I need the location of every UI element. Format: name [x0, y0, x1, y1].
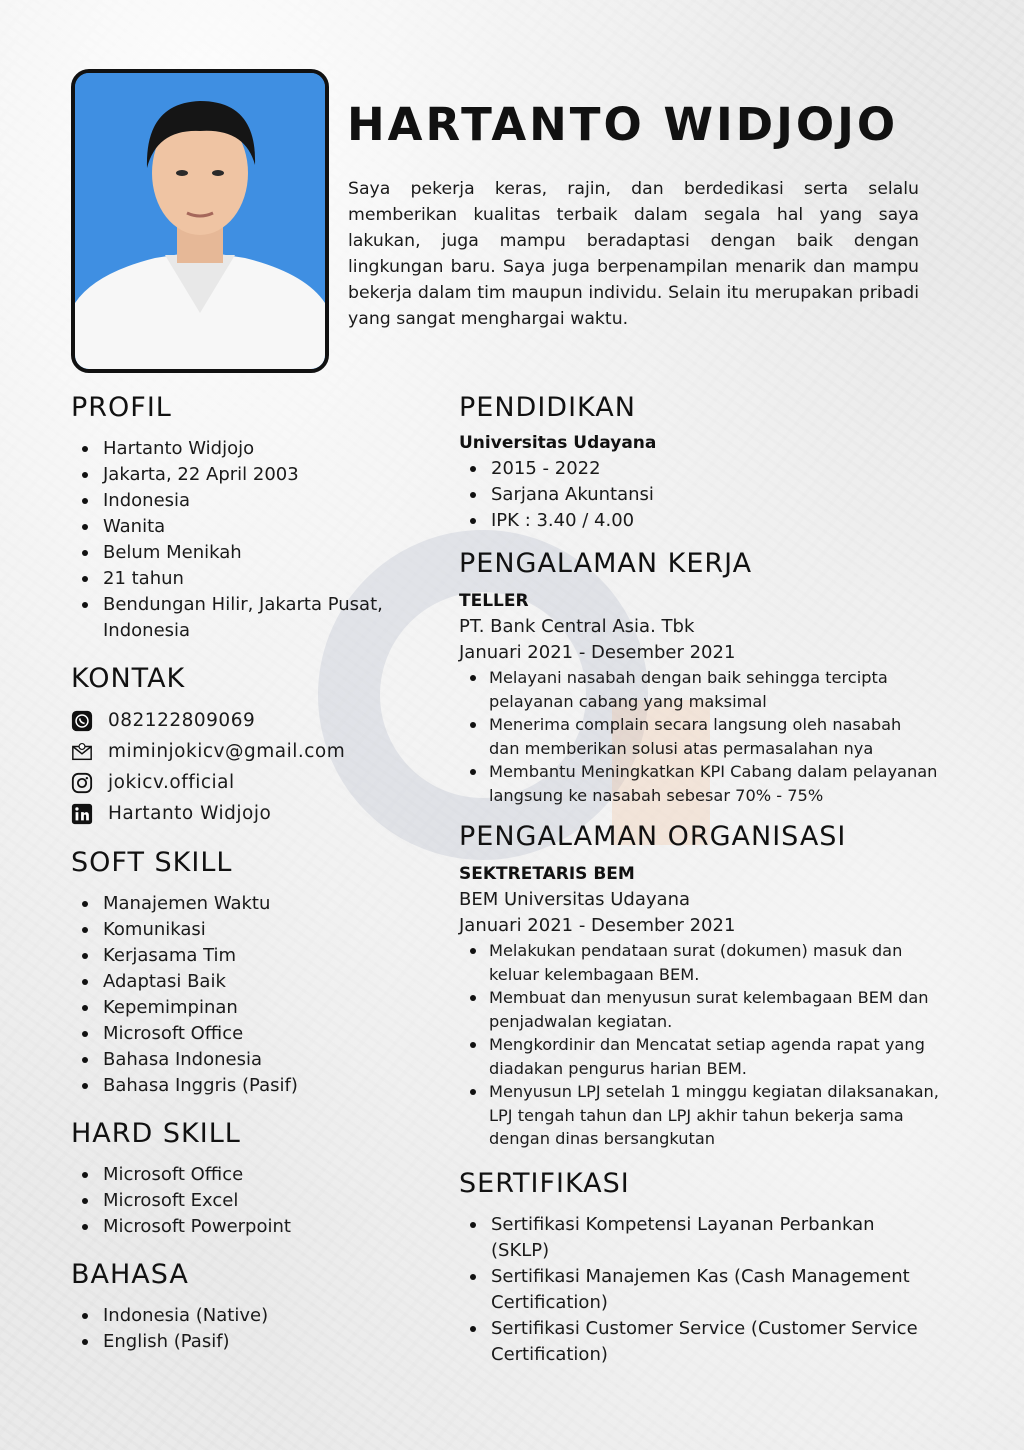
- job-duties: [459, 666, 959, 807]
- contact-email-text: miminjokicv@gmail.com: [108, 741, 346, 762]
- section-title-profil: PROFIL: [71, 392, 172, 423]
- sertifikasi-item: Sertifikasi Kompetensi Layanan Perbankan (SKLP): [459, 1212, 936, 1264]
- pendidikan-item: Sarjana Akuntansi: [459, 482, 959, 508]
- profil-item: Bendungan Hilir, Jakarta Pusat, Indonesia: [71, 592, 403, 644]
- job-company: PT. Bank Central Asia. Tbk: [459, 616, 695, 637]
- soft-skill-item: Komunikasi: [71, 917, 421, 943]
- soft-skill-item: Kepemimpinan: [71, 995, 421, 1021]
- job-duty-item: Menerima complain secara langsung oleh nasabah dan memberikan solusi atas permasalahan nya: [459, 713, 929, 760]
- whatsapp-icon: [71, 710, 93, 732]
- org-name: BEM Universitas Udayana: [459, 889, 691, 910]
- hard-skill-item: Microsoft Office: [71, 1162, 421, 1188]
- job-period: Januari 2021 - Desember 2021: [459, 642, 736, 663]
- soft-skill-item: Bahasa Inggris (Pasif): [71, 1073, 421, 1099]
- soft-skill-item: Microsoft Office: [71, 1021, 421, 1047]
- contact-email[interactable]: [71, 736, 421, 767]
- org-duties: [459, 939, 959, 1151]
- profil-item: Belum Menikah: [71, 540, 421, 566]
- right-column: [459, 392, 959, 1368]
- section-title-sertifikasi: SERTIFIKASI: [459, 1167, 630, 1199]
- section-title-hard-skill: HARD SKILL: [71, 1118, 241, 1149]
- contact-instagram-text: jokicv.official: [108, 772, 235, 793]
- section-title-pendidikan: PENDIDIKAN: [459, 392, 636, 423]
- profil-item: Wanita: [71, 514, 421, 540]
- contact-linkedin-text: Hartanto Widjojo: [108, 803, 272, 824]
- linkedin-icon: [71, 803, 93, 825]
- soft-skill-item: Kerjasama Tim: [71, 943, 421, 969]
- contact-phone-text: 082122809069: [108, 710, 256, 731]
- school-name: Universitas Udayana: [459, 433, 657, 453]
- job-duty-item: Membantu Meningkatkan KPI Cabang dalam pelayanan langsung ke nasabah sebesar 70% - 75%: [459, 760, 939, 807]
- section-title-organisasi: PENGALAMAN ORGANISASI: [459, 821, 847, 852]
- left-column: [71, 392, 421, 1355]
- sertifikasi-item: Sertifikasi Customer Service (Customer Service Certification): [459, 1316, 941, 1368]
- org-period: Januari 2021 - Desember 2021: [459, 915, 736, 936]
- profil-item: Hartanto Widjojo: [71, 436, 421, 462]
- pendidikan-item: IPK : 3.40 / 4.00: [459, 508, 959, 534]
- org-role: SEKTRETARIS BEM: [459, 864, 635, 884]
- soft-skill-list: [71, 891, 421, 1099]
- bahasa-item: English (Pasif): [71, 1329, 421, 1355]
- profil-list: [71, 436, 421, 644]
- section-title-kontak: KONTAK: [71, 663, 186, 694]
- soft-skill-item: Bahasa Indonesia: [71, 1047, 421, 1073]
- hard-skill-item: Microsoft Powerpoint: [71, 1214, 421, 1240]
- instagram-icon: [71, 772, 93, 794]
- contact-instagram[interactable]: [71, 767, 421, 798]
- profil-item: 21 tahun: [71, 566, 421, 592]
- section-title-bahasa: BAHASA: [71, 1259, 189, 1290]
- soft-skill-item: Adaptasi Baik: [71, 969, 421, 995]
- org-duty-item: Melakukan pendataan surat (dokumen) masuk dan keluar kelembagaan BEM.: [459, 939, 939, 986]
- section-title-kerja: PENGALAMAN KERJA: [459, 548, 753, 579]
- kontak-list: [71, 705, 421, 829]
- job-duty-item: Melayani nasabah dengan baik sehingga tercipta pelayanan cabang yang maksimal: [459, 666, 929, 713]
- pendidikan-list: [459, 456, 959, 534]
- contact-linkedin[interactable]: [71, 798, 421, 829]
- profile-photo: [71, 69, 329, 373]
- hard-skill-item: Microsoft Excel: [71, 1188, 421, 1214]
- sertifikasi-list: [459, 1212, 959, 1368]
- hard-skill-list: [71, 1162, 421, 1240]
- job-role: TELLER: [459, 591, 529, 611]
- profile-summary: Saya pekerja keras, rajin, dan berdedikasi serta selalu memberikan kualitas terbaik dalam segala hal yang saya lakukan, juga mampu beradaptasi dengan baik dengan lingkungan baru. Saya juga berpenampilan menarik dan mampu bekerja dalam tim maupun individu. Selain itu merupakan pribadi yang sangat menghargai waktu.: [348, 179, 919, 329]
- org-duty-item: Membuat dan menyusun surat kelembagaan BEM dan penjadwalan kegiatan.: [459, 986, 929, 1033]
- org-duty-item: Mengkordinir dan Mencatat setiap agenda rapat yang diadakan pengurus harian BEM.: [459, 1033, 959, 1080]
- bahasa-item: Indonesia (Native): [71, 1303, 421, 1329]
- profil-item: Jakarta, 22 April 2003: [71, 462, 421, 488]
- candidate-name: HARTANTO WIDJOJO: [347, 98, 899, 151]
- sertifikasi-item: Sertifikasi Manajemen Kas (Cash Management Certification): [459, 1264, 941, 1316]
- profil-item: Indonesia: [71, 488, 421, 514]
- org-duty-item: Menyusun LPJ setelah 1 minggu kegiatan dilaksanakan, LPJ tengah tahun dan LPJ akhir tahun bekerja sama dengan dinas bersangkutan: [459, 1080, 959, 1151]
- pendidikan-item: 2015 - 2022: [459, 456, 959, 482]
- email-icon: [71, 741, 93, 763]
- soft-skill-item: Manajemen Waktu: [71, 891, 421, 917]
- contact-phone[interactable]: [71, 705, 421, 736]
- bahasa-list: [71, 1303, 421, 1355]
- section-title-soft-skill: SOFT SKILL: [71, 847, 233, 878]
